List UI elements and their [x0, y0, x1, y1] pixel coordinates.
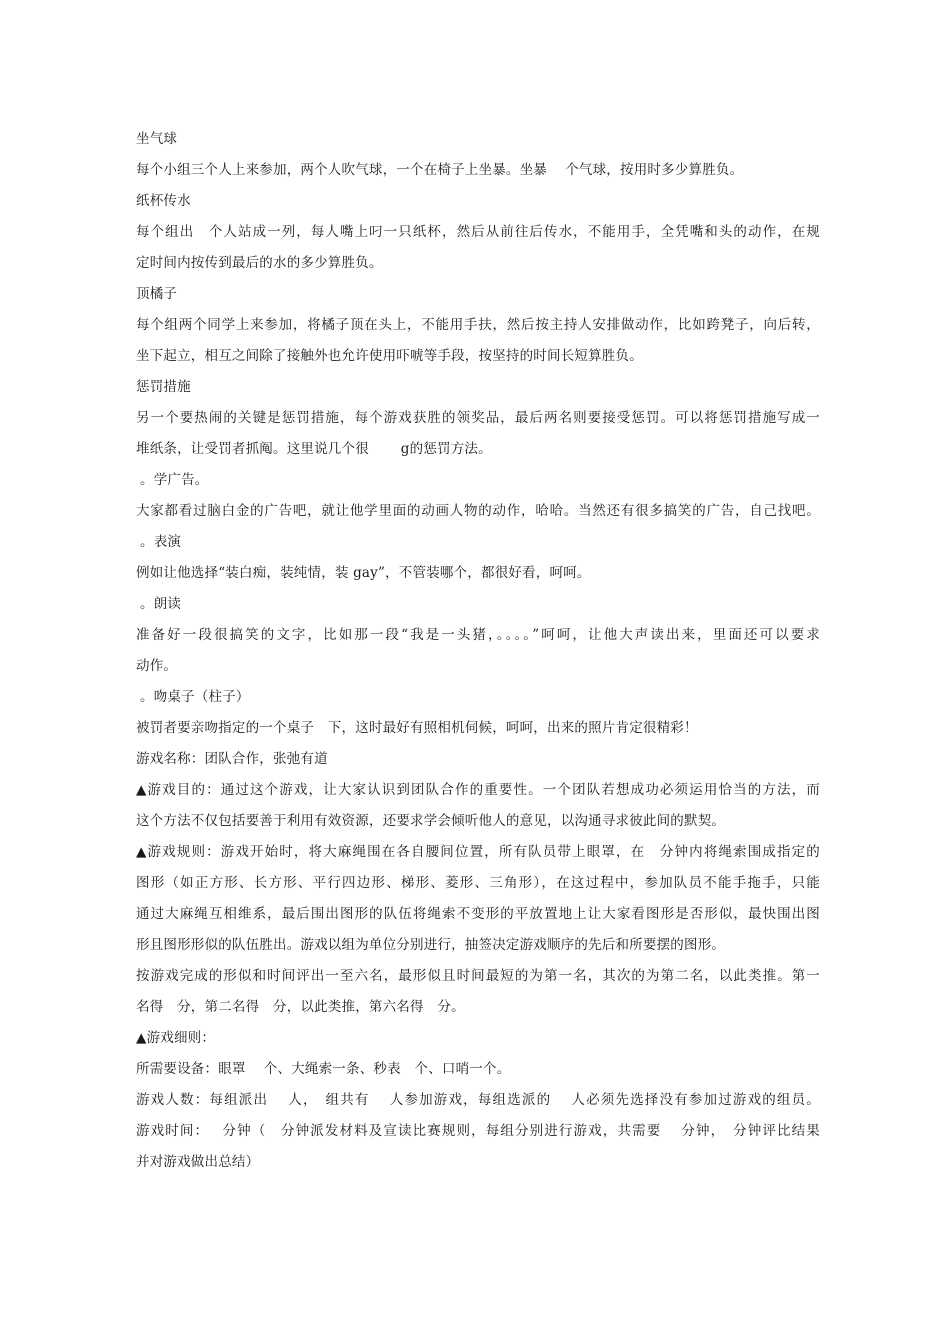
paragraph-line: 例如让他选择“装白痴，装纯情，装 gay”，不管装哪个，都很好看，呵呵。 — [136, 565, 591, 581]
paragraph-line: 这个方法不仅包括要善于利用有效资源，还要求学会倾听他人的意见，以沟通寻求彼此间的默契。 — [136, 813, 726, 829]
paragraph-line: 定时间内按传到最后的水的多少算胜负。 — [136, 255, 383, 271]
heading-sit-balloon: 坐气球 — [136, 131, 178, 147]
game-time-line: 游戏时间： 分钟（ 分钟派发材料及宣读比赛规则，每组分别进行游戏，共需要 分钟， 分钟评比结果 — [136, 1123, 820, 1139]
heading-punishments: 惩罚措施 — [136, 379, 191, 395]
paragraph-line: 每个组出 个人站成一列，每人嘴上叼一只纸杯，然后从前往后传水，不能用手，全凭嘴和头的动作，在规 — [136, 224, 820, 240]
paragraph-line: 大家都看过脑白金的广告吧，就让他学里面的动画人物的动作，哈哈。当然还有很多搞笑的广告，自己找吧。 — [136, 503, 820, 519]
equipment-line: 所需要设备：眼罩 个、大绳索一条、秒表 个、口哨一个。 — [136, 1061, 511, 1077]
heading-balance-orange: 顶橘子 — [136, 286, 178, 302]
punishment-item-title: 。吻桌子（柱子） — [140, 689, 250, 705]
game-name-line: 游戏名称：团队合作，张弛有道 — [136, 751, 328, 767]
paragraph-line: 形且图形形似的队伍胜出。游戏以组为单位分别进行，抽签决定游戏顺序的先后和所要摆的图形。 — [136, 937, 726, 953]
punishment-item-title: 。学广告。 — [140, 472, 209, 488]
paragraph-line: 动作。 — [136, 658, 178, 674]
game-details-heading: ▲游戏细则： — [136, 1030, 216, 1046]
game-purpose-line: ▲游戏目的：通过这个游戏，让大家认识到团队合作的重要性。一个团队若想成功必须运用恰当的方法，而 — [136, 782, 820, 798]
heading-paper-cup-water: 纸杯传水 — [136, 193, 191, 209]
paragraph-line: 另一个要热闹的关键是惩罚措施，每个游戏获胜的领奖品，最后两名则要接受惩罚。可以将惩罚措施写成一 — [136, 410, 820, 426]
document-body — [136, 124, 820, 1178]
paragraph-line: 图形（如正方形、长方形、平行四边形、梯形、菱形、三角形），在这过程中，参加队员不能手拖手，只能 — [136, 875, 820, 891]
paragraph-line: 并对游戏做出总结） — [136, 1154, 260, 1170]
participants-line: 游戏人数：每组派出 人， 组共有 人参加游戏，每组选派的 人必须先选择没有参加过游戏的组员。 — [136, 1092, 820, 1108]
paragraph-line: 每个组两个同学上来参加，将橘子顶在头上，不能用手扶，然后按主持人安排做动作，比如跨凳子，向后转， — [136, 317, 820, 333]
game-rules-line: ▲游戏规则：游戏开始时，将大麻绳围在各自腰间位置，所有队员带上眼罩，在 分钟内将绳索围成指定的 — [136, 844, 820, 860]
paragraph-line: 准备好一段很搞笑的文字，比如那一段“我是一头猪，。。。。”呵呵，让他大声读出来，里面还可以要求 — [136, 627, 820, 643]
paragraph-line: 被罚者要亲吻指定的一个桌子 下，这时最好有照相机伺候，呵呵，出来的照片肯定很精彩！ — [136, 720, 698, 736]
paragraph-line: 按游戏完成的形似和时间评出一至六名，最形似且时间最短的为第一名，其次的为第二名，以此类推。第一 — [136, 968, 820, 984]
paragraph-line: 堆纸条，让受罚者抓阄。这里说几个很 g的惩罚方法。 — [136, 441, 492, 457]
paragraph-line: 坐下起立，相互之间除了接触外也允许使用吓唬等手段，按坚持的时间长短算胜负。 — [136, 348, 643, 364]
paragraph-line: 名得 分，第二名得 分，以此类推，第六名得 分。 — [136, 999, 465, 1015]
paragraph-line: 每个小组三个人上来参加，两个人吹气球，一个在椅子上坐暴。坐暴 个气球，按用时多少算胜负。 — [136, 162, 744, 178]
paragraph-line: 通过大麻绳互相维系，最后围出图形的队伍将绳索不变形的平放置地上让大家看图形是否形似，最快围出图 — [136, 906, 820, 922]
punishment-item-title: 。朗读 — [140, 596, 182, 612]
punishment-item-title: 。表演 — [140, 534, 182, 550]
